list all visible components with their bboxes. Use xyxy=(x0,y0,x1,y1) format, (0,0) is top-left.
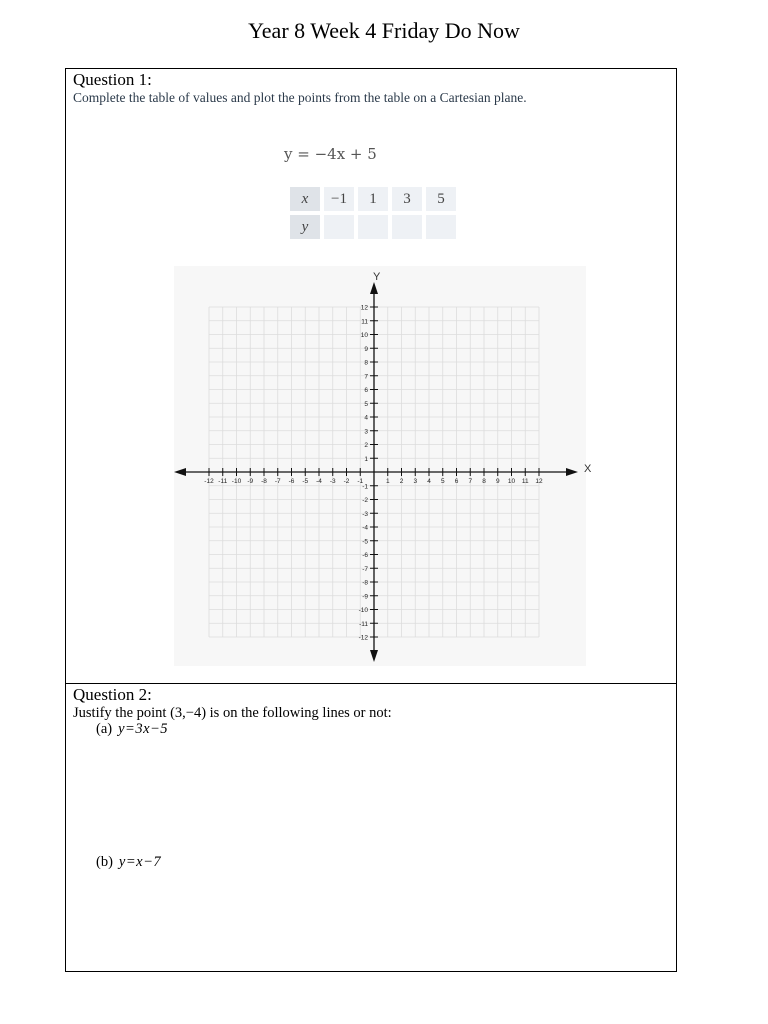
x-axis-label: X xyxy=(584,463,592,475)
x-value: 5 xyxy=(426,187,456,211)
y-tick-label: -1 xyxy=(362,483,368,491)
y-tick-label: 7 xyxy=(364,373,368,381)
y-value-cell[interactable] xyxy=(392,215,422,239)
x-tick-label: 7 xyxy=(468,478,473,485)
x-tick-label: -3 xyxy=(329,478,336,485)
y-tick-label: -7 xyxy=(362,565,368,573)
x-value: 3 xyxy=(392,187,422,211)
x-value: −1 xyxy=(324,187,354,211)
question-2-part-a xyxy=(96,721,168,738)
y-header: y xyxy=(290,215,320,239)
part-label: (a) xyxy=(96,721,113,737)
y-tick-label: 11 xyxy=(361,318,368,326)
y-tick-label: -10 xyxy=(358,607,368,614)
x-tick-label: 8 xyxy=(482,478,486,485)
y-tick-label: 2 xyxy=(364,442,368,449)
x-tick-label: 12 xyxy=(535,478,543,485)
y-tick-label: -9 xyxy=(362,593,368,601)
x-tick-label: 6 xyxy=(454,478,459,485)
y-tick-label: 3 xyxy=(364,428,368,436)
x-tick-label: 9 xyxy=(495,478,500,485)
x-tick-label: -9 xyxy=(247,478,254,485)
y-tick-label: -12 xyxy=(358,634,368,642)
equation: y = −4x + 5 xyxy=(284,145,377,163)
y-tick-label: -4 xyxy=(362,524,368,532)
x-tick-label: 4 xyxy=(427,478,431,485)
table-of-values xyxy=(286,183,460,243)
cartesian-plane[interactable] xyxy=(174,266,594,671)
x-tick-label: 11 xyxy=(521,478,529,485)
x-row xyxy=(290,187,456,211)
y-tick-label: 5 xyxy=(364,400,368,408)
x-tick-label: -2 xyxy=(343,478,350,485)
x-header: x xyxy=(290,187,320,211)
x-tick-label: -6 xyxy=(288,478,295,485)
y-axis-label: Y xyxy=(373,271,381,283)
part-equation: y=3x−5 xyxy=(118,721,169,737)
x-tick-label: 3 xyxy=(413,478,418,485)
x-tick-label: -12 xyxy=(204,478,214,485)
question-2-prompt: Justify the point (3,−4) is on the following lines or not: xyxy=(73,705,392,721)
x-tick-label: -7 xyxy=(274,478,281,485)
y-tick-label: -3 xyxy=(362,510,368,518)
y-value-cell[interactable] xyxy=(358,215,388,239)
x-tick-label: 5 xyxy=(440,478,445,485)
question-1-instruction: Complete the table of values and plot the points from the table on a Cartesian plane. xyxy=(73,90,527,105)
y-tick-label: 10 xyxy=(360,332,368,339)
question-2-part-b xyxy=(96,854,161,871)
x-tick-label: 1 xyxy=(385,478,390,485)
y-tick-label: 12 xyxy=(360,304,368,312)
grid-background xyxy=(174,266,586,666)
part-equation: y=x−7 xyxy=(118,854,162,870)
y-tick-label: 1 xyxy=(364,455,368,463)
x-tick-label: 10 xyxy=(507,478,516,485)
y-tick-label: -6 xyxy=(362,552,368,559)
question-2-box xyxy=(65,683,677,972)
y-tick-label: -2 xyxy=(362,497,368,504)
x-tick-label: -10 xyxy=(231,478,242,485)
y-value-cell[interactable] xyxy=(324,215,354,239)
x-tick-label: -5 xyxy=(302,478,309,485)
y-tick-label: 6 xyxy=(364,387,368,394)
x-value: 1 xyxy=(358,187,388,211)
grid-lines xyxy=(174,266,586,666)
y-tick-label: 8 xyxy=(364,359,368,367)
x-tick-label: -1 xyxy=(357,478,364,485)
y-tick-label: -8 xyxy=(362,579,368,587)
y-tick-label: 9 xyxy=(364,345,368,353)
page-title: Year 8 Week 4 Friday Do Now xyxy=(248,18,520,43)
question-1-box xyxy=(65,68,677,684)
y-tick-label: -5 xyxy=(362,538,368,546)
x-tick-label: -11 xyxy=(218,478,228,485)
y-tick-label: 4 xyxy=(364,414,368,422)
x-tick-label: 2 xyxy=(399,478,404,485)
part-label: (b) xyxy=(96,854,113,870)
question-1-heading: Question 1: xyxy=(73,70,152,89)
x-tick-label: -4 xyxy=(316,478,322,485)
y-value-cell[interactable] xyxy=(426,215,456,239)
y-row xyxy=(290,215,456,239)
question-2-heading: Question 2: xyxy=(73,685,152,704)
y-tick-label: -11 xyxy=(359,620,368,628)
x-tick-label: -8 xyxy=(261,478,267,485)
